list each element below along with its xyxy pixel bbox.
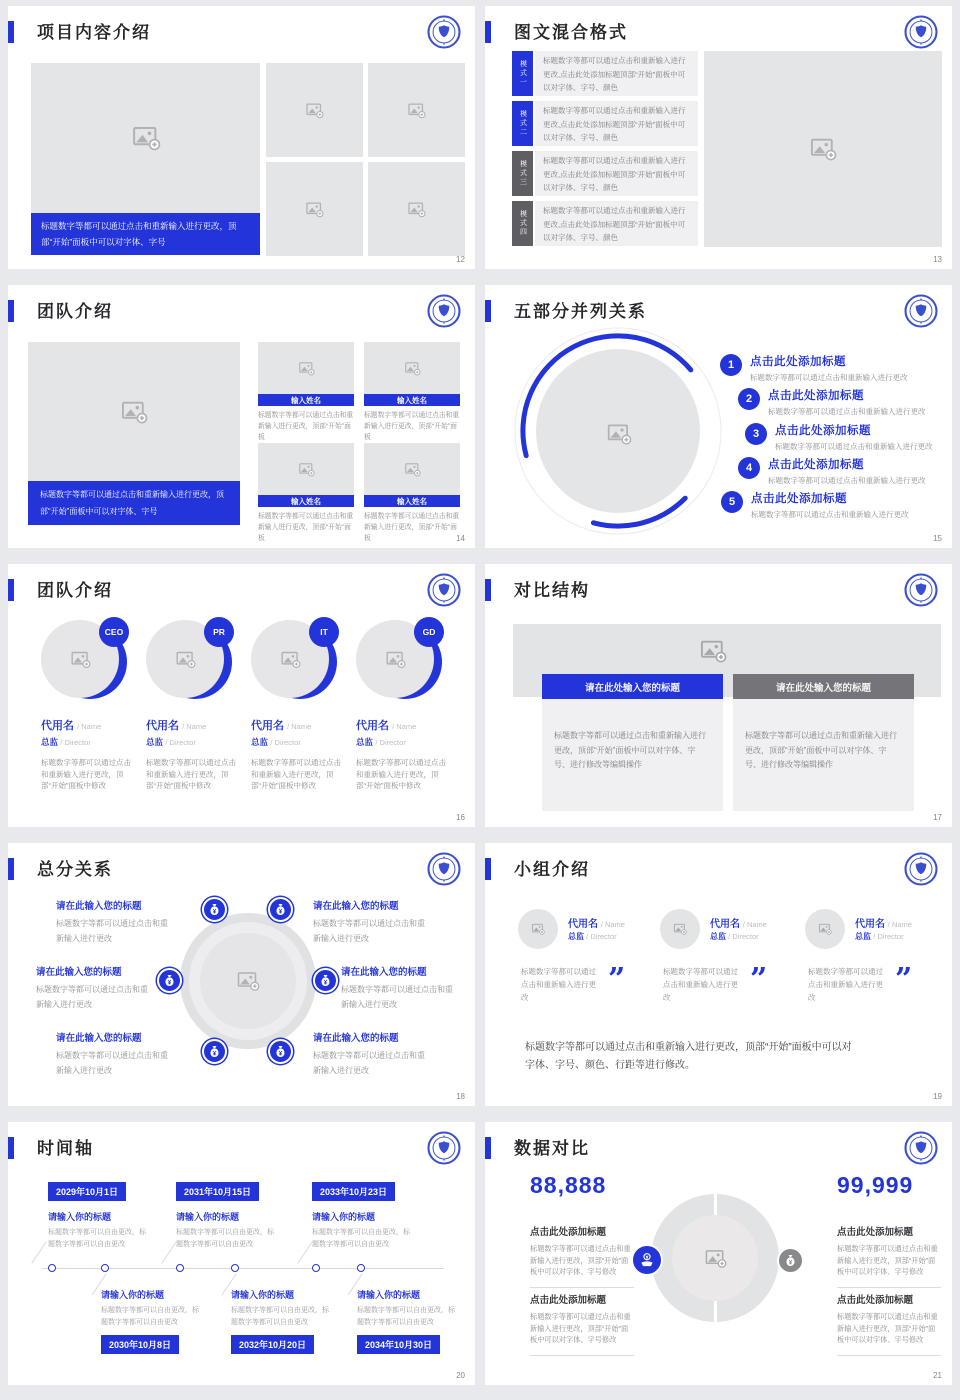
slide-title: 时间轴 bbox=[37, 1139, 94, 1158]
member-name: 代用名 / Name bbox=[251, 720, 312, 732]
slide-thumbnail-21[interactable] bbox=[485, 1122, 952, 1385]
image-placeholder-icon bbox=[531, 922, 545, 936]
image-placeholder-icon bbox=[298, 461, 315, 478]
slide-title: 团队介绍 bbox=[37, 302, 113, 321]
money-bag-node bbox=[202, 897, 227, 922]
member-description: 标题数字等都可以通过点击和重新输入进行更改 bbox=[521, 967, 596, 1002]
slide-title: 五部分并列关系 bbox=[514, 302, 647, 321]
role-badge: GD bbox=[414, 617, 444, 647]
slide-title: 总分关系 bbox=[37, 860, 113, 879]
page-number: 21 bbox=[933, 1371, 942, 1380]
title-accent-bar bbox=[8, 1137, 14, 1159]
branch-title: 请在此输入您的标题 bbox=[313, 901, 399, 912]
stat-value-left: 88,888 bbox=[530, 1172, 607, 1198]
event-date-badge: 2029年10月1日 bbox=[48, 1182, 126, 1201]
slide-title: 团队介绍 bbox=[37, 581, 113, 600]
numbered-item[interactable] bbox=[721, 490, 909, 520]
event-date-badge: 2034年10月30日 bbox=[357, 1335, 440, 1354]
slide-thumbnail-14[interactable] bbox=[8, 285, 475, 548]
member-role: 总监 / Director bbox=[41, 737, 91, 747]
stat-block-body: 标题数字等都可以通过点击和重新输入进行更改，顶部“开始”面板中可以对字体、字号修改 bbox=[837, 1244, 938, 1276]
university-logo-icon bbox=[427, 573, 461, 607]
compare-header-right[interactable]: 请在此处输入您的标题 bbox=[733, 674, 914, 699]
timeline-dot bbox=[176, 1264, 184, 1272]
member-card-text: 标题数字等都可以通过点击和重新输入进行更改，顶部“开始”面板 bbox=[364, 412, 460, 441]
branch-item[interactable] bbox=[313, 898, 431, 946]
member-role-en: / Director bbox=[873, 932, 904, 941]
member-role: 总监 / Director bbox=[855, 932, 904, 941]
money-bag-icon bbox=[207, 1044, 222, 1059]
timeline-connector bbox=[297, 1241, 312, 1263]
member-name-en: / Name bbox=[182, 722, 207, 731]
coin-hand-icon bbox=[638, 1251, 656, 1269]
group-member[interactable] bbox=[660, 909, 802, 1019]
university-logo-icon bbox=[904, 573, 938, 607]
branch-body: 标题数字等都可以通过点击和重新输入进行更改 bbox=[313, 919, 425, 943]
branch-title: 请在此输入您的标题 bbox=[36, 967, 122, 978]
slide-thumbnail-16[interactable] bbox=[8, 564, 475, 827]
member-card[interactable] bbox=[258, 342, 354, 443]
stat-block[interactable] bbox=[837, 1292, 941, 1356]
stat-block[interactable] bbox=[530, 1292, 634, 1356]
item-title: 点击此处添加标题 bbox=[775, 425, 871, 437]
mode-row[interactable] bbox=[512, 201, 698, 246]
donut-image-placeholder[interactable] bbox=[672, 1215, 758, 1301]
event-body: 标题数字等都可以自由更改，标题数字等都可以自由更改 bbox=[312, 1229, 410, 1248]
caption-box[interactable]: 标题数字等都可以通过点击和重新输入进行更改，顶部“开始”面板中可以对字体、字号 bbox=[31, 213, 260, 255]
item-title: 点击此处添加标题 bbox=[750, 356, 846, 368]
member-name-en: / Name bbox=[77, 722, 102, 731]
hub-image-placeholder[interactable] bbox=[200, 933, 296, 1029]
timeline-event[interactable] bbox=[176, 1182, 298, 1250]
member-role-en: / Director bbox=[728, 932, 759, 941]
timeline-dot bbox=[312, 1264, 320, 1272]
university-logo-icon bbox=[904, 852, 938, 886]
avatar bbox=[356, 620, 444, 704]
image-placeholder-icon bbox=[131, 123, 161, 153]
member-card-text: 标题数字等都可以通过点击和重新输入进行更改，顶部“开始”面板 bbox=[258, 513, 354, 542]
stat-block[interactable] bbox=[837, 1224, 941, 1288]
item-number-badge: 2 bbox=[738, 388, 760, 410]
member-card[interactable] bbox=[364, 443, 460, 544]
money-bag-icon bbox=[207, 902, 222, 917]
footer-note: 标题数字等都可以通过点击和重新输入进行更改，顶部“开始”面板中可以对字体、字号、颜色、行距等进行修改。 bbox=[525, 1042, 852, 1071]
event-title: 请输入你的标题 bbox=[176, 1212, 240, 1222]
stat-block-body: 标题数字等都可以通过点击和重新输入进行更改，顶部“开始”面板中可以对字体、字号修改 bbox=[837, 1312, 938, 1344]
image-placeholder-icon bbox=[236, 969, 260, 993]
image-placeholder[interactable] bbox=[364, 443, 460, 495]
branch-item[interactable] bbox=[56, 1030, 174, 1078]
slide-title: 小组介绍 bbox=[514, 860, 590, 879]
title-accent-bar bbox=[485, 1137, 491, 1159]
member-role-en: / Director bbox=[270, 738, 301, 747]
event-body: 标题数字等都可以自由更改，标题数字等都可以自由更改 bbox=[357, 1307, 455, 1326]
member-role-en: / Director bbox=[586, 932, 617, 941]
member-role-en: / Director bbox=[375, 738, 406, 747]
avatar-image-placeholder[interactable] bbox=[660, 909, 700, 949]
numbered-item[interactable] bbox=[738, 456, 926, 486]
image-placeholder[interactable] bbox=[704, 51, 942, 247]
numbered-item[interactable] bbox=[720, 353, 908, 383]
money-bag-icon bbox=[273, 902, 288, 917]
event-body: 标题数字等都可以自由更改，标题数字等都可以自由更改 bbox=[101, 1307, 199, 1326]
branch-title: 请在此输入您的标题 bbox=[313, 1033, 399, 1044]
image-placeholder[interactable] bbox=[368, 162, 465, 256]
name-input-button[interactable]: 输入姓名 bbox=[258, 394, 354, 406]
title-accent-bar bbox=[485, 858, 491, 880]
title-accent-bar bbox=[485, 21, 491, 43]
quote-mark: ” bbox=[608, 962, 626, 997]
title-accent-bar bbox=[8, 858, 14, 880]
event-title: 请输入你的标题 bbox=[231, 1290, 295, 1300]
university-logo-icon bbox=[427, 1131, 461, 1165]
branch-item[interactable] bbox=[36, 964, 154, 1012]
title-accent-bar bbox=[485, 579, 491, 601]
branch-item[interactable] bbox=[341, 964, 459, 1012]
image-grid bbox=[266, 63, 465, 256]
member-name: 代用名 / Name bbox=[41, 720, 102, 732]
coin-hand-icon-badge bbox=[631, 1244, 663, 1276]
mode-tab: 模式四 bbox=[512, 201, 533, 246]
item-number-badge: 4 bbox=[738, 457, 760, 479]
timeline-connector bbox=[31, 1241, 46, 1263]
mode-text: 标题数字等都可以通过点击和重新输入进行更改,点击此处添加标题顶部“开始”面板中可以对字体、字号、颜色 bbox=[535, 201, 698, 246]
quote-mark: ” bbox=[895, 962, 913, 997]
event-body: 标题数字等都可以自由更改，标题数字等都可以自由更改 bbox=[231, 1307, 329, 1326]
image-placeholder-icon bbox=[70, 649, 91, 670]
image-placeholder-icon bbox=[298, 360, 315, 377]
university-logo-icon bbox=[904, 294, 938, 328]
member-description: 标题数字等都可以通过点击和重新输入进行更改 bbox=[663, 967, 738, 1002]
money-bag-icon bbox=[162, 973, 177, 988]
branch-body: 标题数字等都可以通过点击和重新输入进行更改 bbox=[36, 985, 148, 1009]
member-role: 总监 / Director bbox=[568, 932, 617, 941]
image-placeholder-icon bbox=[673, 922, 687, 936]
item-number-badge: 3 bbox=[745, 423, 767, 445]
item-subtext: 标题数字等都可以通过点击和重新输入进行更改 bbox=[768, 476, 926, 485]
image-placeholder-icon bbox=[404, 360, 421, 377]
compare-body-left: 标题数字等都可以通过点击和重新输入进行更改，顶部“开始”面板中可以对字体、字号、进行修改等编辑操作 bbox=[542, 699, 723, 811]
slide-title: 对比结构 bbox=[514, 581, 590, 600]
event-body: 标题数字等都可以自由更改，标题数字等都可以自由更改 bbox=[48, 1229, 146, 1248]
page-number: 18 bbox=[456, 1092, 465, 1101]
money-bag-icon bbox=[273, 1044, 288, 1059]
stat-block[interactable] bbox=[530, 1224, 634, 1288]
stat-block-title: 点击此处添加标题 bbox=[837, 1295, 914, 1306]
slide-thumbnail-15[interactable] bbox=[485, 285, 952, 548]
stat-value-right: 99,999 bbox=[837, 1172, 914, 1198]
numbered-item[interactable] bbox=[738, 387, 926, 417]
image-placeholder-icon bbox=[407, 200, 426, 219]
avatar bbox=[41, 620, 129, 704]
slide-thumbnail-17[interactable] bbox=[485, 564, 952, 827]
branch-body: 标题数字等都可以通过点击和重新输入进行更改 bbox=[56, 1051, 168, 1075]
avatar-image-placeholder[interactable] bbox=[805, 909, 845, 949]
item-title: 点击此处添加标题 bbox=[751, 493, 847, 505]
image-placeholder-icon bbox=[809, 135, 837, 163]
member-description: 标题数字等都可以通过点击和重新输入进行更改，顶部“开始”面板中修改 bbox=[146, 758, 236, 790]
member-name: 代用名 / Name bbox=[855, 919, 912, 930]
timeline-event[interactable] bbox=[312, 1182, 434, 1250]
member-name: 代用名 / Name bbox=[356, 720, 417, 732]
avatar bbox=[146, 620, 234, 704]
stat-block-body: 标题数字等都可以通过点击和重新输入进行更改，顶部“开始”面板中可以对字体、字号修改 bbox=[530, 1244, 631, 1276]
member-role-en: / Director bbox=[60, 738, 91, 747]
compare-header-left[interactable]: 请在此处输入您的标题 bbox=[542, 674, 723, 699]
image-placeholder-icon bbox=[704, 1247, 727, 1270]
timeline-dot bbox=[231, 1264, 239, 1272]
avatar-image-placeholder[interactable] bbox=[518, 909, 558, 949]
slide-thumbnail-19[interactable] bbox=[485, 843, 952, 1106]
title-accent-bar bbox=[8, 579, 14, 601]
page-number: 13 bbox=[933, 255, 942, 264]
image-placeholder-icon bbox=[175, 649, 196, 670]
image-placeholder[interactable] bbox=[266, 63, 363, 157]
mode-row[interactable] bbox=[512, 51, 698, 96]
image-placeholder-icon bbox=[305, 200, 324, 219]
image-placeholder[interactable] bbox=[258, 443, 354, 495]
role-badge: IT bbox=[309, 617, 339, 647]
member-name-en: / Name bbox=[887, 920, 912, 929]
event-date-badge: 2031年10月15日 bbox=[176, 1182, 259, 1201]
stat-block-title: 点击此处添加标题 bbox=[530, 1295, 607, 1306]
stat-block-title: 点击此处添加标题 bbox=[837, 1227, 914, 1238]
page-number: 17 bbox=[933, 813, 942, 822]
money-bag-node bbox=[313, 968, 338, 993]
name-input-button[interactable]: 输入姓名 bbox=[258, 495, 354, 507]
title-accent-bar bbox=[8, 21, 14, 43]
mode-tab: 模式二 bbox=[512, 101, 533, 146]
university-logo-icon bbox=[427, 294, 461, 328]
university-logo-icon bbox=[427, 852, 461, 886]
money-bag-node bbox=[268, 897, 293, 922]
university-logo-icon bbox=[904, 1131, 938, 1165]
mode-text: 标题数字等都可以通过点击和重新输入进行更改,点击此处添加标题顶部“开始”面板中可以对字体、字号、颜色 bbox=[535, 51, 698, 96]
member-name-en: / Name bbox=[287, 722, 312, 731]
event-title: 请输入你的标题 bbox=[101, 1290, 165, 1300]
timeline-event[interactable] bbox=[101, 1288, 223, 1354]
stat-block-title: 点击此处添加标题 bbox=[530, 1227, 607, 1238]
mode-row[interactable] bbox=[512, 151, 698, 196]
role-badge: CEO bbox=[99, 617, 129, 647]
branch-body: 标题数字等都可以通过点击和重新输入进行更改 bbox=[56, 919, 168, 943]
item-subtext: 标题数字等都可以通过点击和重新输入进行更改 bbox=[775, 442, 933, 451]
branch-item[interactable] bbox=[56, 898, 174, 946]
money-bag-icon bbox=[318, 973, 333, 988]
university-logo-icon bbox=[427, 15, 461, 49]
slide-title: 项目内容介绍 bbox=[37, 23, 151, 42]
branch-title: 请在此输入您的标题 bbox=[56, 1033, 142, 1044]
numbered-item[interactable] bbox=[745, 422, 933, 452]
page-number: 12 bbox=[456, 255, 465, 264]
page-number: 15 bbox=[933, 534, 942, 543]
team-member[interactable] bbox=[146, 620, 242, 792]
image-placeholder-icon bbox=[407, 101, 426, 120]
page-number: 14 bbox=[456, 534, 465, 543]
member-name: 代用名 / Name bbox=[146, 720, 207, 732]
mode-tab: 模式一 bbox=[512, 51, 533, 96]
page-number: 19 bbox=[933, 1092, 942, 1101]
role-badge: PR bbox=[204, 617, 234, 647]
member-name-en: / Name bbox=[742, 920, 767, 929]
money-bag-icon bbox=[783, 1253, 798, 1268]
member-name: 代用名 / Name bbox=[568, 919, 625, 930]
branch-body: 标题数字等都可以通过点击和重新输入进行更改 bbox=[313, 1051, 425, 1075]
member-description: 标题数字等都可以通过点击和重新输入进行更改，顶部“开始”面板中修改 bbox=[356, 758, 446, 790]
slide-thumbnail-12[interactable] bbox=[8, 6, 475, 269]
member-role: 总监 / Director bbox=[146, 737, 196, 747]
group-member[interactable] bbox=[805, 909, 947, 1019]
name-input-button[interactable]: 输入姓名 bbox=[364, 495, 460, 507]
event-title: 请输入你的标题 bbox=[312, 1212, 376, 1222]
image-placeholder-icon bbox=[699, 637, 727, 665]
member-description: 标题数字等都可以通过点击和重新输入进行更改 bbox=[808, 967, 883, 1002]
slide-title: 图文混合格式 bbox=[514, 23, 628, 42]
event-title: 请输入你的标题 bbox=[357, 1290, 421, 1300]
mode-text: 标题数字等都可以通过点击和重新输入进行更改,点击此处添加标题顶部“开始”面板中可以对字体、字号、颜色 bbox=[535, 101, 698, 146]
item-subtext: 标题数字等都可以通过点击和重新输入进行更改 bbox=[768, 407, 926, 416]
image-placeholder-icon bbox=[120, 398, 148, 426]
member-role: 总监 / Director bbox=[356, 737, 406, 747]
mode-text: 标题数字等都可以通过点击和重新输入进行更改,点击此处添加标题顶部“开始”面板中可以对字体、字号、颜色 bbox=[535, 151, 698, 196]
stat-block-body: 标题数字等都可以通过点击和重新输入进行更改，顶部“开始”面板中可以对字体、字号修改 bbox=[530, 1312, 631, 1344]
image-placeholder-icon bbox=[818, 922, 832, 936]
event-date-badge: 2032年10月20日 bbox=[231, 1335, 314, 1354]
member-role-en: / Director bbox=[165, 738, 196, 747]
timeline-event[interactable] bbox=[48, 1182, 170, 1250]
member-card[interactable] bbox=[258, 443, 354, 544]
member-name: 代用名 / Name bbox=[710, 919, 767, 930]
timeline-dot bbox=[101, 1264, 109, 1272]
timeline-event[interactable] bbox=[357, 1288, 475, 1354]
page-number: 16 bbox=[456, 813, 465, 822]
image-placeholder[interactable] bbox=[364, 342, 460, 394]
item-number-badge: 1 bbox=[720, 354, 742, 376]
mode-tab: 模式三 bbox=[512, 151, 533, 196]
money-bag-node bbox=[157, 968, 182, 993]
image-placeholder-icon bbox=[404, 461, 421, 478]
caption-box[interactable]: 标题数字等都可以通过点击和重新输入进行更改，顶部“开始”面板中可以对字体、字号 bbox=[28, 481, 240, 525]
branch-title: 请在此输入您的标题 bbox=[56, 901, 142, 912]
branch-title: 请在此输入您的标题 bbox=[341, 967, 427, 978]
timeline-dot bbox=[48, 1264, 56, 1272]
event-body: 标题数字等都可以自由更改，标题数字等都可以自由更改 bbox=[176, 1229, 274, 1248]
team-member[interactable] bbox=[356, 620, 452, 792]
name-input-button[interactable]: 输入姓名 bbox=[364, 394, 460, 406]
timeline-dot bbox=[357, 1264, 365, 1272]
image-placeholder-icon bbox=[280, 649, 301, 670]
member-card-text: 标题数字等都可以通过点击和重新输入进行更改，顶部“开始”面板 bbox=[364, 513, 460, 542]
item-subtext: 标题数字等都可以通过点击和重新输入进行更改 bbox=[750, 373, 908, 382]
money-bag-icon-badge bbox=[777, 1247, 804, 1274]
member-name-en: / Name bbox=[392, 722, 417, 731]
slide-thumbnail-13[interactable] bbox=[485, 6, 952, 269]
image-placeholder[interactable] bbox=[258, 342, 354, 394]
member-card[interactable] bbox=[364, 342, 460, 443]
image-placeholder[interactable] bbox=[31, 63, 260, 213]
compare-body-right: 标题数字等都可以通过点击和重新输入进行更改，顶部“开始”面板中可以对字体、字号、进行修改等编辑操作 bbox=[733, 699, 914, 811]
university-logo-icon bbox=[904, 15, 938, 49]
money-bag-node bbox=[268, 1039, 293, 1064]
quote-mark: ” bbox=[750, 962, 768, 997]
mode-row[interactable] bbox=[512, 101, 698, 146]
image-placeholder-icon bbox=[606, 421, 632, 447]
image-placeholder[interactable] bbox=[368, 63, 465, 157]
item-number-badge: 5 bbox=[721, 491, 743, 513]
slide-thumbnail-20[interactable] bbox=[8, 1122, 475, 1385]
money-bag-node bbox=[202, 1039, 227, 1064]
item-subtext: 标题数字等都可以通过点击和重新输入进行更改 bbox=[751, 510, 909, 519]
slide-title: 数据对比 bbox=[514, 1139, 590, 1158]
title-accent-bar bbox=[8, 300, 14, 322]
image-placeholder-icon bbox=[385, 649, 406, 670]
team-member[interactable] bbox=[41, 620, 137, 792]
image-placeholder[interactable] bbox=[266, 162, 363, 256]
title-accent-bar bbox=[485, 300, 491, 322]
member-description: 标题数字等都可以通过点击和重新输入进行更改，顶部“开始”面板中修改 bbox=[251, 758, 341, 790]
hub-circle bbox=[180, 913, 316, 1049]
slide-thumbnail-18[interactable] bbox=[8, 843, 475, 1106]
event-title: 请输入你的标题 bbox=[48, 1212, 112, 1222]
team-member[interactable] bbox=[251, 620, 347, 792]
image-placeholder-icon bbox=[305, 101, 324, 120]
member-description: 标题数字等都可以通过点击和重新输入进行更改，顶部“开始”面板中修改 bbox=[41, 758, 131, 790]
event-date-badge: 2033年10月23日 bbox=[312, 1182, 395, 1201]
item-title: 点击此处添加标题 bbox=[768, 390, 864, 402]
member-role: 总监 / Director bbox=[710, 932, 759, 941]
member-role: 总监 / Director bbox=[251, 737, 301, 747]
page-number: 20 bbox=[456, 1371, 465, 1380]
image-placeholder[interactable] bbox=[28, 342, 240, 481]
group-member[interactable] bbox=[518, 909, 660, 1019]
member-card-text: 标题数字等都可以通过点击和重新输入进行更改，顶部“开始”面板 bbox=[258, 412, 354, 441]
item-title: 点击此处添加标题 bbox=[768, 459, 864, 471]
member-name-en: / Name bbox=[600, 920, 625, 929]
donut-circle bbox=[651, 1194, 779, 1322]
branch-item[interactable] bbox=[313, 1030, 431, 1078]
timeline-event[interactable] bbox=[231, 1288, 353, 1354]
branch-body: 标题数字等都可以通过点击和重新输入进行更改 bbox=[341, 985, 453, 1009]
avatar bbox=[251, 620, 339, 704]
event-date-badge: 2030年10月8日 bbox=[101, 1335, 179, 1354]
